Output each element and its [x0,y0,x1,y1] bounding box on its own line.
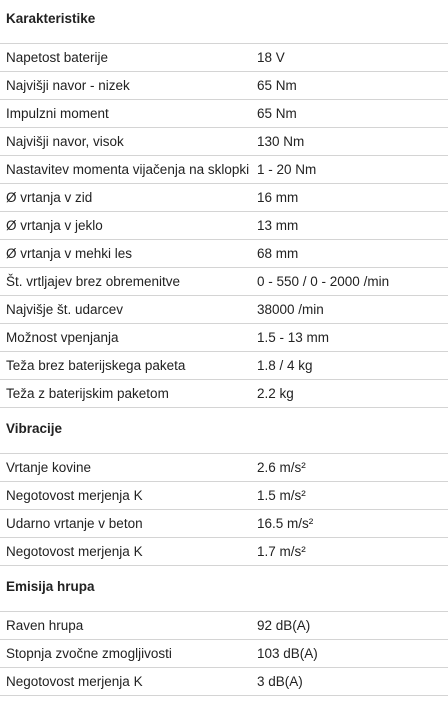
spec-row [0,352,448,380]
spec-row [0,380,448,408]
spec-value: 0 - 550 / 0 - 2000 /min [257,274,390,289]
spec-label: Nastavitev momenta vijačenja na sklopki [6,162,250,177]
spec-value: 92 dB(A) [257,618,311,633]
spec-row [0,44,448,72]
spec-value: 1.5 m/s² [257,488,306,503]
spec-label: Napetost baterije [6,50,109,65]
spec-value: 3 dB(A) [257,674,303,689]
spec-sheet [0,2,448,696]
spec-value: 1.5 - 13 mm [257,330,330,345]
spec-value: 2.2 kg [257,386,294,401]
spec-label: Vrtanje kovine [6,460,92,475]
spec-row [0,510,448,538]
spec-label: Impulzni moment [6,106,109,121]
spec-value: 16.5 m/s² [257,516,314,531]
spec-label: Udarno vrtanje v beton [6,516,143,531]
spec-section [0,570,448,696]
spec-label: Ø vrtanja v mehki les [6,246,133,261]
spec-value: 65 Nm [257,78,297,93]
spec-row [0,454,448,482]
spec-section [0,412,448,566]
spec-row [0,640,448,668]
spec-label: Možnost vpenjanja [6,330,119,345]
section-divider [0,445,448,454]
spec-row [0,184,448,212]
spec-label: Negotovost merjenja K [6,674,143,689]
spec-row [0,100,448,128]
spec-label: Negotovost merjenja K [6,544,143,559]
spec-label: Najvišji navor - nizek [6,78,130,93]
spec-label: Najvišji navor, visok [6,134,124,149]
spec-value: 68 mm [257,246,299,261]
spec-value: 38000 /min [257,302,324,317]
spec-value: 18 V [257,50,285,65]
spec-row [0,668,448,696]
spec-row [0,324,448,352]
spec-row [0,268,448,296]
section-title: Karakteristike [6,11,96,26]
spec-row [0,128,448,156]
section-divider [0,603,448,612]
spec-value: 1.8 / 4 kg [257,358,313,373]
spec-value: 1 - 20 Nm [257,162,317,177]
spec-value: 2.6 m/s² [257,460,306,475]
spec-label: Raven hrupa [6,618,84,633]
spec-value: 103 dB(A) [257,646,318,661]
spec-label: Ø vrtanja v zid [6,190,93,205]
section-title: Emisija hrupa [6,579,95,594]
spec-value: 16 mm [257,190,299,205]
spec-label: Najvišje št. udarcev [6,302,124,317]
spec-row [0,296,448,324]
section-title: Vibracije [6,421,63,436]
spec-label: Teža brez baterijskega paketa [6,358,186,373]
spec-section [0,2,448,408]
spec-label: Stopnja zvočne zmogljivosti [6,646,172,661]
spec-label: Ø vrtanja v jeklo [6,218,103,233]
section-divider [0,35,448,44]
spec-row [0,156,448,184]
spec-label: Teža z baterijskim paketom [6,386,169,401]
spec-label: Št. vrtljajev brez obremenitve [6,274,181,289]
spec-row [0,482,448,510]
spec-label: Negotovost merjenja K [6,488,143,503]
spec-row [0,240,448,268]
spec-value: 65 Nm [257,106,297,121]
spec-value: 13 mm [257,218,299,233]
spec-row [0,72,448,100]
spec-value: 1.7 m/s² [257,544,306,559]
spec-row [0,612,448,640]
spec-value: 130 Nm [257,134,305,149]
spec-row [0,538,448,566]
spec-row [0,212,448,240]
